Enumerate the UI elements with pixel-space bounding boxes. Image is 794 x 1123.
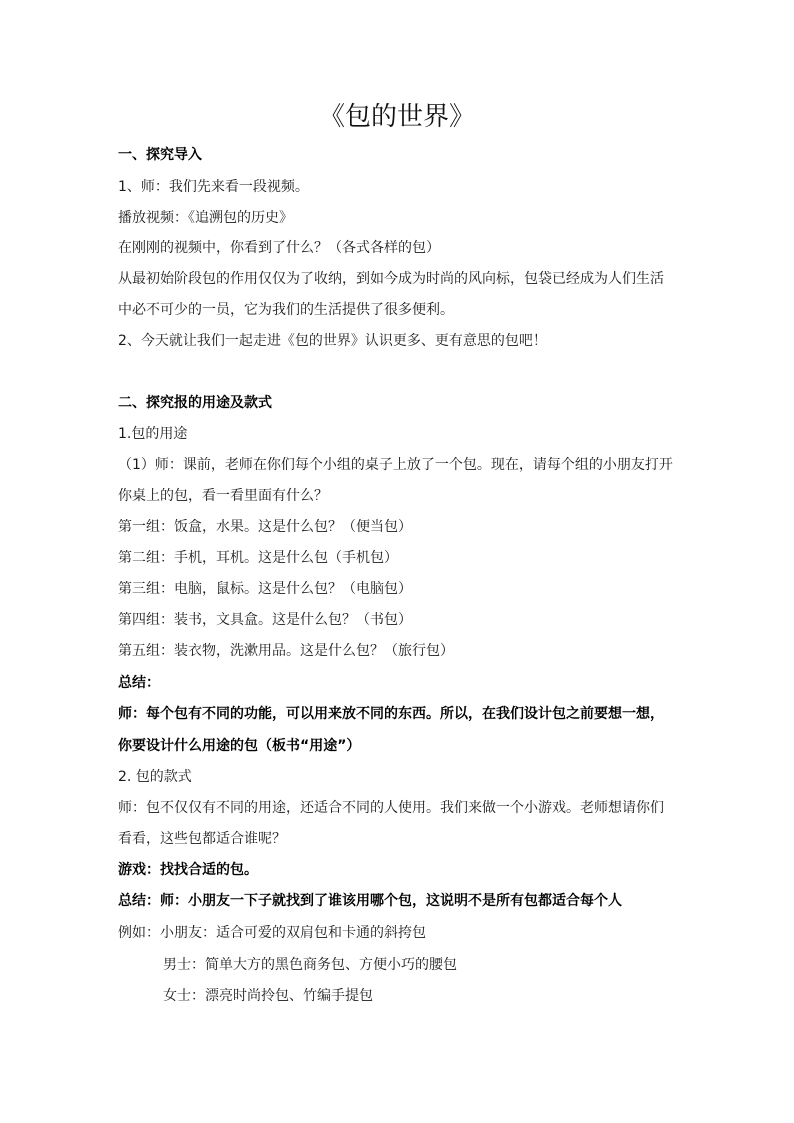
paragraph-line: 1、师：我们先来看一段视频。 (118, 179, 309, 195)
paragraph-line: 看看，这些包都适合谁呢？ (118, 831, 286, 847)
section-heading-usage: 二、探究报的用途及款式 (118, 395, 272, 411)
paragraph-line: （1）师：课前，老师在你们每个小组的桌子上放了一个包。现在，请每个组的小朋友打开 (118, 457, 673, 473)
list-item: 第四组：装书，文具盒。这是什么包？（书包） (118, 612, 412, 628)
paragraph-line: 中必不可少的一员，它为我们的生活提供了很多便利。 (118, 302, 454, 318)
list-item: 第二组：手机，耳机。这是什么包（手机包） (118, 550, 398, 566)
paragraph-line: 2、今天就让我们一起走进《包的世界》认识更多、更有意思的包吧！ (118, 333, 547, 349)
paragraph-line: 师：包不仅仅有不同的用途，还适合不同的人使用。我们来做一个小游戏。老师想请你们 (118, 800, 664, 816)
summary-label: 总结： (118, 675, 160, 691)
example-line: 男士：简单大方的黑色商务包、方便小巧的腰包 (163, 957, 457, 973)
subheading-style: 2. 包的款式 (118, 769, 192, 785)
summary-line: 你要设计什么用途的包（板书“用途”） (118, 738, 361, 754)
list-item: 第一组：饭盒，水果。这是什么包？（便当包） (118, 519, 412, 535)
paragraph-line: 你桌上的包，看一看里面有什么？ (118, 488, 328, 504)
list-item: 第三组：电脑，鼠标。这是什么包？（电脑包） (118, 581, 412, 597)
page-title: 《包的世界》 (318, 102, 475, 132)
paragraph-line: 播放视频：《追溯包的历史》 (118, 210, 293, 226)
list-item: 第五组：装衣物，洗漱用品。这是什么包？（旅行包） (118, 643, 454, 659)
section-heading-intro: 一、探究导入 (118, 147, 202, 163)
example-line: 女士：漂亮时尚拎包、竹编手提包 (163, 988, 373, 1004)
summary-line: 师：每个包有不同的功能，可以用来放不同的东西。所以，在我们设计包之前要想一想， (118, 706, 664, 722)
paragraph-line: 在刚刚的视频中，你看到了什么？（各式各样的包） (118, 240, 440, 256)
game-line: 游戏：找找合适的包。 (118, 862, 258, 878)
subheading-usage: 1.包的用途 (118, 426, 188, 442)
paragraph-line: 从最初始阶段包的作用仅仅为了收纳，到如今成为时尚的风向标，包袋已经成为人们生活 (118, 271, 664, 287)
summary-line: 总结：师：小朋友一下子就找到了谁该用哪个包，这说明不是所有包都适合每个人 (118, 893, 622, 909)
example-line: 例如：小朋友：适合可爱的双肩包和卡通的斜挎包 (118, 925, 426, 941)
